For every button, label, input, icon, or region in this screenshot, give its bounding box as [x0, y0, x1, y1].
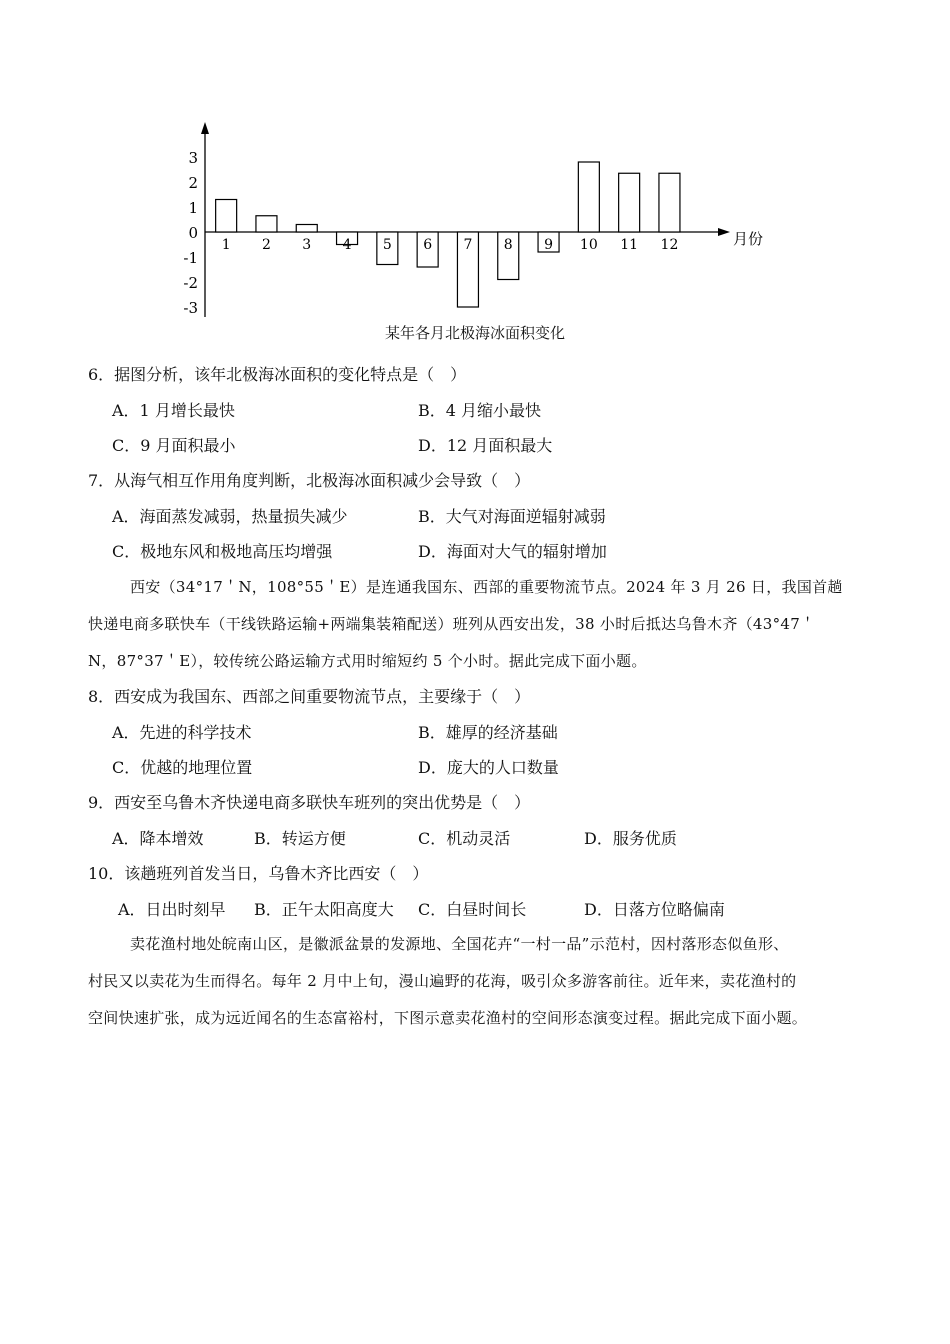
x-tick-label: 12 — [660, 237, 679, 253]
sea-ice-bar-chart — [160, 110, 800, 350]
y-tick-label: 1 — [188, 199, 198, 217]
question-10-stem: 10．该趟班列首发当日，乌鲁木齐比西安（ ） — [88, 864, 429, 883]
question-7-option-a: A．海面蒸发减弱，热量损失减少 — [112, 507, 348, 526]
question-7-option-b: B．大气对海面逆辐射减弱 — [418, 507, 606, 526]
question-9-option-d: D．服务优质 — [584, 829, 677, 848]
question-7-option-c: C．极地东风和极地高压均增强 — [112, 542, 333, 561]
passage-1-line-1: 西安（34°17＇N，108°55＇E）是连通我国东、西部的重要物流节点。2024 年 3 月 26 日，我国首趟 — [130, 578, 843, 596]
x-tick-label: 10 — [579, 237, 598, 253]
passage-2-line-1: 卖花渔村地处皖南山区，是徽派盆景的发源地、全国花卉“一村一品”示范村，因村落形态似鱼形、 — [130, 935, 789, 953]
question-6-option-a: A．1 月增长最快 — [112, 401, 235, 420]
x-tick-label: 11 — [620, 237, 639, 253]
x-tick-label: 3 — [302, 237, 312, 253]
x-axis-arrow — [718, 228, 730, 236]
question-9-stem: 9．西安至乌鲁木齐快递电商多联快车班列的突出优势是（ ） — [88, 793, 531, 812]
question-8-option-d: D．庞大的人口数量 — [418, 758, 559, 777]
question-10-option-d: D．日落方位略偏南 — [584, 900, 725, 919]
x-tick-label: 9 — [544, 237, 554, 253]
question-6-option-c: C．9 月面积最小 — [112, 436, 236, 455]
chart-bars — [216, 162, 680, 307]
bar — [256, 216, 277, 232]
y-axis-arrow — [201, 122, 209, 134]
question-8-option-a: A．先进的科学技术 — [112, 723, 252, 742]
question-6-stem: 6．据图分析，该年北极海冰面积的变化特点是（ ） — [88, 365, 467, 384]
passage-2-line-2: 村民又以卖花为生而得名。每年 2 月中上旬，漫山遍野的花海，吸引众多游客前往。近年来，卖花渔村的 — [88, 972, 797, 990]
question-9-option-c: C．机动灵活 — [418, 829, 511, 848]
x-tick-label: 8 — [503, 237, 513, 253]
question-9-option-a: A．降本增效 — [112, 829, 204, 848]
y-tick-label: -1 — [183, 249, 198, 267]
passage-1-line-3: N，87°37＇E），较传统公路运输方式用时缩短约 5 个小时。据此完成下面小题。 — [88, 652, 647, 670]
question-7-stem: 7．从海气相互作用角度判断，北极海冰面积减少会导致（ ） — [88, 471, 531, 490]
question-8-option-c: C．优越的地理位置 — [112, 758, 253, 777]
question-6-option-b: B．4 月缩小最快 — [418, 401, 542, 420]
x-axis-label: 月份 — [733, 230, 764, 248]
bar — [216, 200, 237, 233]
y-tick-label: 3 — [188, 149, 198, 167]
x-tick-label: 4 — [342, 237, 352, 253]
passage-2-line-3: 空间快速扩张，成为远近闻名的生态富裕村，下图示意卖花渔村的空间形态演变过程。据此完成下面小题。 — [88, 1009, 808, 1027]
question-10-option-b: B．正午太阳高度大 — [254, 900, 394, 919]
question-8-option-b: B．雄厚的经济基础 — [418, 723, 558, 742]
chart-title: 某年各月北极海冰面积变化 — [384, 324, 565, 342]
y-tick-label: -2 — [183, 274, 198, 292]
question-6-option-d: D．12 月面积最大 — [418, 436, 553, 455]
question-10-option-a: A．日出时刻早 — [118, 900, 226, 919]
y-tick-label: 0 — [188, 224, 198, 242]
x-tick-label: 6 — [423, 237, 433, 253]
x-tick-label: 1 — [221, 237, 231, 253]
passage-1-line-2: 快递电商多联快车（干线铁路运输+两端集装箱配送）班列从西安出发，38 小时后抵达乌鲁木齐（43°47＇ — [88, 615, 816, 633]
bar — [296, 225, 317, 233]
y-tick-label: 2 — [188, 174, 198, 192]
bar — [619, 173, 640, 232]
question-9-option-b: B．转运方便 — [254, 829, 346, 848]
x-tick-label: 5 — [382, 237, 392, 253]
bar — [659, 173, 680, 232]
question-10-option-c: C．白昼时间长 — [418, 900, 527, 919]
question-8-stem: 8．西安成为我国东、西部之间重要物流节点，主要缘于（ ） — [88, 687, 531, 706]
question-7-option-d: D．海面对大气的辐射增加 — [418, 542, 607, 561]
x-tick-label: 2 — [261, 237, 271, 253]
x-tick-label: 7 — [463, 237, 473, 253]
y-tick-label: -3 — [183, 299, 198, 317]
bar — [578, 162, 599, 232]
